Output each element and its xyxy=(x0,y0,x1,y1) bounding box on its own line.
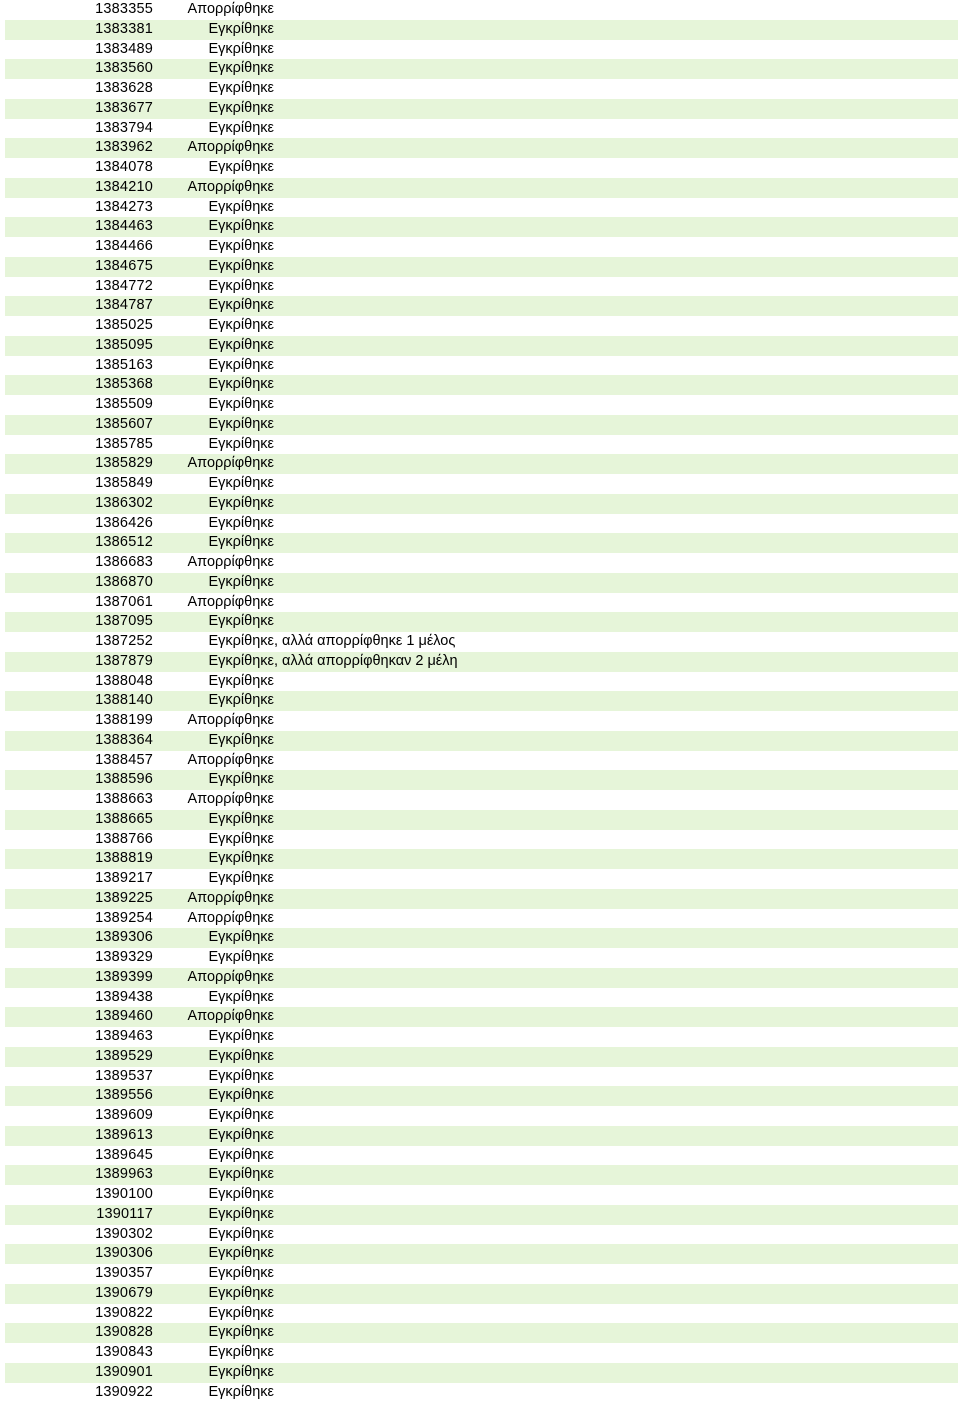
application-id: 1389306 xyxy=(95,928,153,948)
application-status: Εγκρίθηκε xyxy=(178,1304,274,1324)
application-id: 1387879 xyxy=(95,652,153,672)
application-status: Απορρίφθηκε xyxy=(178,138,274,158)
application-id: 1389556 xyxy=(95,1086,153,1106)
application-id: 1390843 xyxy=(95,1343,153,1363)
application-status: Εγκρίθηκε xyxy=(178,1363,274,1383)
application-status: Εγκρίθηκε xyxy=(178,217,274,237)
application-status: Εγκρίθηκε xyxy=(178,810,274,830)
application-status: Εγκρίθηκε xyxy=(178,1067,274,1087)
table-row xyxy=(5,1165,958,1185)
application-status: Εγκρίθηκε xyxy=(178,198,274,218)
application-status: Εγκρίθηκε xyxy=(178,375,274,395)
application-id: 1384273 xyxy=(95,198,153,218)
table-row xyxy=(5,158,958,178)
application-id: 1384772 xyxy=(95,277,153,297)
table-row xyxy=(5,1205,958,1225)
application-id: 1390822 xyxy=(95,1304,153,1324)
table-row xyxy=(5,1225,958,1245)
table-row xyxy=(5,612,958,632)
application-id: 1388457 xyxy=(95,751,153,771)
application-id: 1384078 xyxy=(95,158,153,178)
application-id: 1385368 xyxy=(95,375,153,395)
application-id: 1383794 xyxy=(95,119,153,139)
application-status: Εγκρίθηκε xyxy=(178,514,274,534)
table-row xyxy=(5,948,958,968)
application-status: Εγκρίθηκε xyxy=(178,1323,274,1343)
application-id: 1388199 xyxy=(95,711,153,731)
application-status: Εγκρίθηκε xyxy=(178,632,274,652)
application-status: Εγκρίθηκε xyxy=(178,277,274,297)
table-row xyxy=(5,1343,958,1363)
application-id: 1383489 xyxy=(95,40,153,60)
table-row xyxy=(5,99,958,119)
table-row xyxy=(5,1086,958,1106)
application-id: 1383677 xyxy=(95,99,153,119)
application-id: 1383560 xyxy=(95,59,153,79)
table-row xyxy=(5,1244,958,1264)
table-row xyxy=(5,237,958,257)
application-id: 1390357 xyxy=(95,1264,153,1284)
application-status: Εγκρίθηκε xyxy=(178,119,274,139)
table-row xyxy=(5,1304,958,1324)
application-id: 1383381 xyxy=(95,20,153,40)
application-status: Εγκρίθηκε xyxy=(178,79,274,99)
application-id: 1389645 xyxy=(95,1146,153,1166)
application-status: Εγκρίθηκε xyxy=(178,356,274,376)
table-row xyxy=(5,1106,958,1126)
table-row xyxy=(5,810,958,830)
table-row xyxy=(5,731,958,751)
table-row xyxy=(5,59,958,79)
table-row xyxy=(5,1264,958,1284)
application-id: 1386426 xyxy=(95,514,153,534)
application-id: 1384210 xyxy=(95,178,153,198)
application-status: Εγκρίθηκε xyxy=(178,770,274,790)
table-row xyxy=(5,1185,958,1205)
table-row xyxy=(5,1067,958,1087)
application-status: Εγκρίθηκε xyxy=(178,59,274,79)
application-id: 1385095 xyxy=(95,336,153,356)
application-status: Εγκρίθηκε xyxy=(178,99,274,119)
application-status: Εγκρίθηκε xyxy=(178,988,274,1008)
table-row xyxy=(5,454,958,474)
application-status: Απορρίφθηκε xyxy=(178,593,274,613)
application-id: 1388364 xyxy=(95,731,153,751)
table-row xyxy=(5,296,958,316)
application-status: Εγκρίθηκε xyxy=(178,1264,274,1284)
application-id: 1389463 xyxy=(95,1027,153,1047)
application-status: Εγκρίθηκε xyxy=(178,1086,274,1106)
application-id: 1390302 xyxy=(95,1225,153,1245)
application-status: Εγκρίθηκε xyxy=(178,257,274,277)
application-status: Εγκρίθηκε xyxy=(178,1343,274,1363)
application-status: Απορρίφθηκε xyxy=(178,968,274,988)
table-row xyxy=(5,20,958,40)
application-status: Εγκρίθηκε xyxy=(178,20,274,40)
application-id: 1390922 xyxy=(95,1383,153,1402)
table-row xyxy=(5,1383,958,1402)
application-status: Απορρίφθηκε xyxy=(178,178,274,198)
table-row xyxy=(5,198,958,218)
application-status: Εγκρίθηκε xyxy=(178,158,274,178)
table-row xyxy=(5,138,958,158)
table-row xyxy=(5,514,958,534)
table-row xyxy=(5,1363,958,1383)
status-note: , αλλά απορρίφθηκε 1 μέλος xyxy=(274,632,455,652)
table-row xyxy=(5,652,958,672)
application-status: Απορρίφθηκε xyxy=(178,0,274,20)
application-status: Εγκρίθηκε xyxy=(178,1244,274,1264)
application-id: 1388140 xyxy=(95,691,153,711)
application-status: Εγκρίθηκε xyxy=(178,474,274,494)
table-row xyxy=(5,533,958,553)
table-row xyxy=(5,553,958,573)
table-row xyxy=(5,79,958,99)
application-status: Απορρίφθηκε xyxy=(178,790,274,810)
application-id: 1386512 xyxy=(95,533,153,553)
application-id: 1390100 xyxy=(95,1185,153,1205)
application-status: Εγκρίθηκε xyxy=(178,672,274,692)
table-row xyxy=(5,830,958,850)
application-status: Εγκρίθηκε xyxy=(178,612,274,632)
application-id: 1388663 xyxy=(95,790,153,810)
table-row xyxy=(5,277,958,297)
application-id: 1386683 xyxy=(95,553,153,573)
application-id: 1385849 xyxy=(95,474,153,494)
application-status: Εγκρίθηκε xyxy=(178,237,274,257)
table-row xyxy=(5,336,958,356)
application-id: 1384466 xyxy=(95,237,153,257)
table-row xyxy=(5,632,958,652)
table-row xyxy=(5,40,958,60)
application-id: 1383628 xyxy=(95,79,153,99)
application-id: 1389225 xyxy=(95,889,153,909)
status-note: , αλλά απορρίφθηκαν 2 μέλη xyxy=(274,652,458,672)
application-status: Εγκρίθηκε xyxy=(178,731,274,751)
application-id: 1389438 xyxy=(95,988,153,1008)
application-id: 1389460 xyxy=(95,1007,153,1027)
application-status: Εγκρίθηκε xyxy=(178,830,274,850)
application-id: 1387095 xyxy=(95,612,153,632)
application-status: Απορρίφθηκε xyxy=(178,909,274,929)
table-row xyxy=(5,119,958,139)
application-id: 1386870 xyxy=(95,573,153,593)
table-row xyxy=(5,928,958,948)
application-id: 1390679 xyxy=(95,1284,153,1304)
table-row xyxy=(5,1284,958,1304)
application-status: Εγκρίθηκε xyxy=(178,1225,274,1245)
application-status: Απορρίφθηκε xyxy=(178,889,274,909)
application-status: Απορρίφθηκε xyxy=(178,751,274,771)
application-id: 1389963 xyxy=(95,1165,153,1185)
table-row xyxy=(5,889,958,909)
application-id: 1386302 xyxy=(95,494,153,514)
application-id: 1389537 xyxy=(95,1067,153,1087)
application-status: Εγκρίθηκε xyxy=(178,1047,274,1067)
table-row xyxy=(5,316,958,336)
table-row xyxy=(5,968,958,988)
application-status: Εγκρίθηκε xyxy=(178,1027,274,1047)
application-id: 1389217 xyxy=(95,869,153,889)
application-status: Εγκρίθηκε xyxy=(178,435,274,455)
table-row xyxy=(5,909,958,929)
application-status: Εγκρίθηκε xyxy=(178,849,274,869)
application-id: 1389613 xyxy=(95,1126,153,1146)
results-table xyxy=(5,0,958,1402)
application-id: 1389609 xyxy=(95,1106,153,1126)
table-row xyxy=(5,178,958,198)
application-id: 1390828 xyxy=(95,1323,153,1343)
application-status: Εγκρίθηκε xyxy=(178,336,274,356)
application-id: 1384787 xyxy=(95,296,153,316)
application-status: Εγκρίθηκε xyxy=(178,1185,274,1205)
table-row xyxy=(5,691,958,711)
application-status: Εγκρίθηκε xyxy=(178,494,274,514)
application-status: Απορρίφθηκε xyxy=(178,711,274,731)
application-id: 1389529 xyxy=(95,1047,153,1067)
table-row xyxy=(5,1323,958,1343)
table-row xyxy=(5,1007,958,1027)
application-id: 1388819 xyxy=(95,849,153,869)
table-row xyxy=(5,790,958,810)
table-row xyxy=(5,988,958,1008)
application-status: Εγκρίθηκε xyxy=(178,869,274,889)
table-row xyxy=(5,494,958,514)
application-id: 1385829 xyxy=(95,454,153,474)
application-id: 1385607 xyxy=(95,415,153,435)
table-row xyxy=(5,1027,958,1047)
application-id: 1385163 xyxy=(95,356,153,376)
table-row xyxy=(5,849,958,869)
application-status: Εγκρίθηκε xyxy=(178,533,274,553)
table-row xyxy=(5,1146,958,1166)
table-row xyxy=(5,356,958,376)
application-status: Εγκρίθηκε xyxy=(178,395,274,415)
application-id: 1390901 xyxy=(95,1363,153,1383)
application-id: 1389399 xyxy=(95,968,153,988)
application-status: Απορρίφθηκε xyxy=(178,553,274,573)
application-id: 1390306 xyxy=(95,1244,153,1264)
application-status: Εγκρίθηκε xyxy=(178,316,274,336)
application-id: 1383355 xyxy=(95,0,153,20)
application-id: 1384463 xyxy=(95,217,153,237)
table-row xyxy=(5,711,958,731)
application-id: 1390117 xyxy=(96,1205,153,1225)
table-row xyxy=(5,415,958,435)
application-status: Εγκρίθηκε xyxy=(178,652,274,672)
application-id: 1388596 xyxy=(95,770,153,790)
table-row xyxy=(5,869,958,889)
application-status: Εγκρίθηκε xyxy=(178,1165,274,1185)
application-status: Εγκρίθηκε xyxy=(178,40,274,60)
application-id: 1387252 xyxy=(95,632,153,652)
application-id: 1389329 xyxy=(95,948,153,968)
application-status: Εγκρίθηκε xyxy=(178,948,274,968)
table-row xyxy=(5,593,958,613)
application-status: Εγκρίθηκε xyxy=(178,1383,274,1402)
table-row xyxy=(5,573,958,593)
table-row xyxy=(5,751,958,771)
application-status: Εγκρίθηκε xyxy=(178,691,274,711)
application-status: Εγκρίθηκε xyxy=(178,415,274,435)
application-id: 1388766 xyxy=(95,830,153,850)
application-id: 1385785 xyxy=(95,435,153,455)
table-row xyxy=(5,435,958,455)
table-row xyxy=(5,217,958,237)
application-id: 1385025 xyxy=(95,316,153,336)
application-id: 1388048 xyxy=(95,672,153,692)
application-status: Εγκρίθηκε xyxy=(178,296,274,316)
application-status: Απορρίφθηκε xyxy=(178,1007,274,1027)
table-row xyxy=(5,474,958,494)
application-id: 1388665 xyxy=(95,810,153,830)
application-status: Εγκρίθηκε xyxy=(178,928,274,948)
application-id: 1384675 xyxy=(95,257,153,277)
application-id: 1385509 xyxy=(95,395,153,415)
table-row xyxy=(5,375,958,395)
table-row xyxy=(5,770,958,790)
application-status: Εγκρίθηκε xyxy=(178,1146,274,1166)
application-status: Εγκρίθηκε xyxy=(178,1205,274,1225)
application-status: Εγκρίθηκε xyxy=(178,1106,274,1126)
table-row xyxy=(5,1047,958,1067)
application-id: 1387061 xyxy=(95,593,153,613)
application-status: Απορρίφθηκε xyxy=(178,454,274,474)
table-row xyxy=(5,395,958,415)
application-status: Εγκρίθηκε xyxy=(178,1126,274,1146)
application-id: 1389254 xyxy=(95,909,153,929)
table-row xyxy=(5,257,958,277)
table-row xyxy=(5,672,958,692)
application-status: Εγκρίθηκε xyxy=(178,1284,274,1304)
application-status: Εγκρίθηκε xyxy=(178,573,274,593)
table-row xyxy=(5,0,958,20)
table-row xyxy=(5,1126,958,1146)
application-id: 1383962 xyxy=(95,138,153,158)
